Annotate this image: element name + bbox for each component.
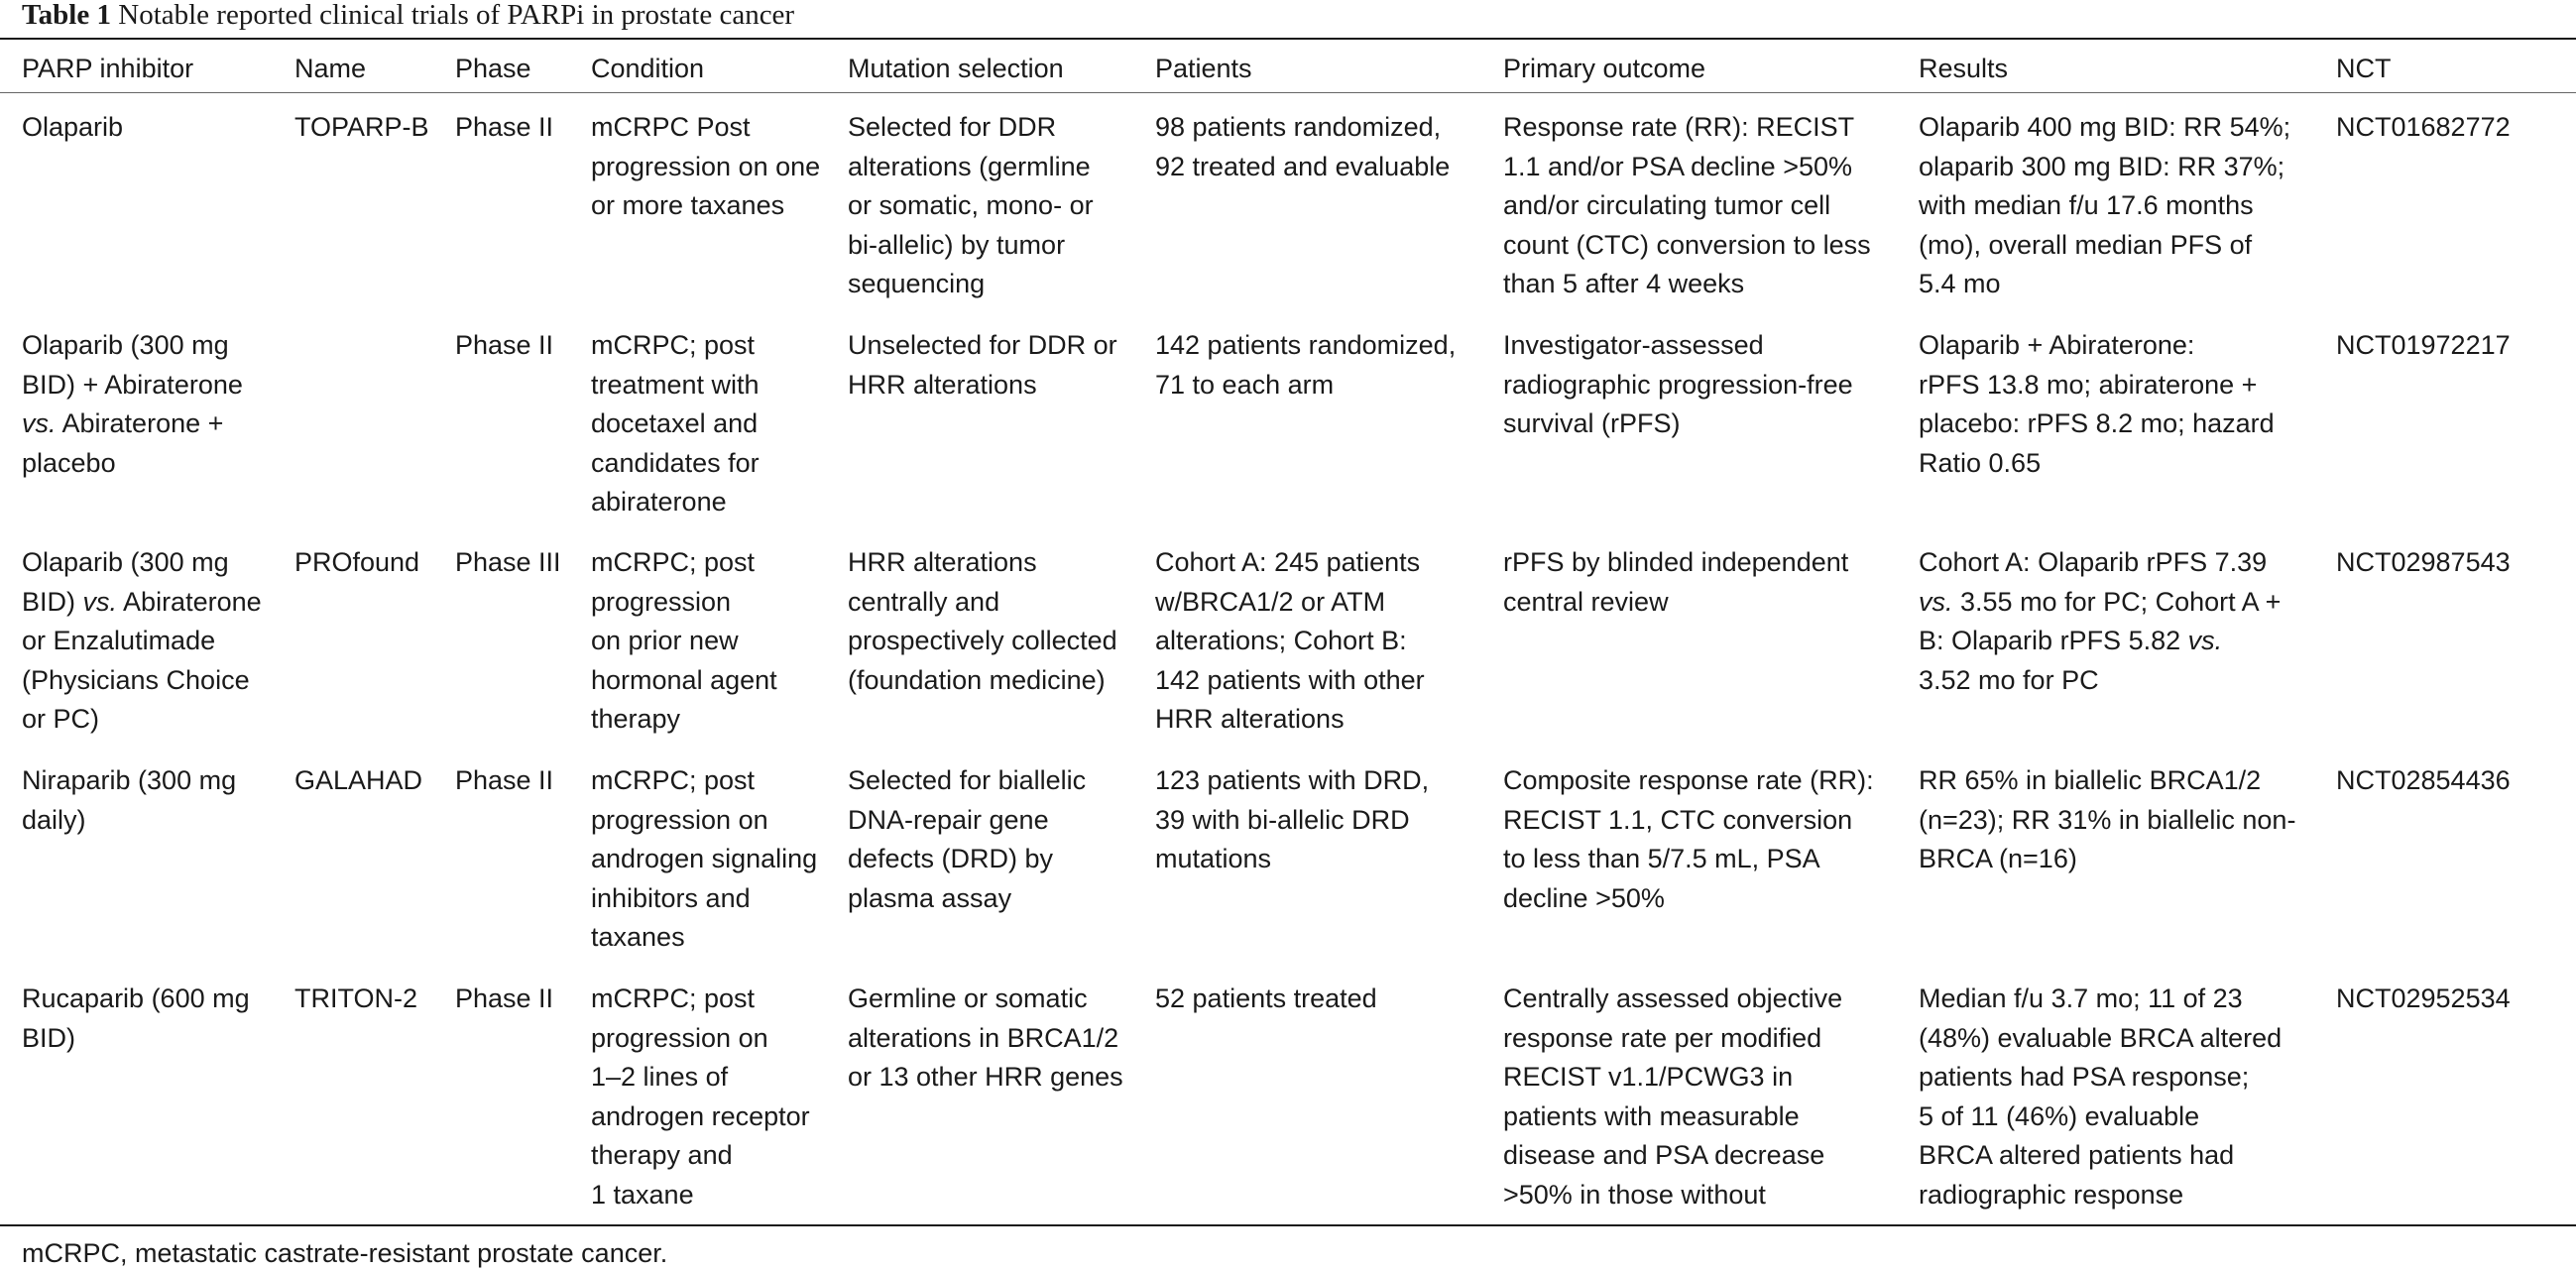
cell-results: Cohort A: Olaparib rPFS 7.39 vs. 3.55 mo for PC; Cohort A + B: Olaparib rPFS 5.82 vs. 3.52 mo for PC <box>1919 547 2282 695</box>
col-header-name: Name <box>294 54 367 83</box>
cell-inhibitor: Olaparib (300 mg BID) vs. Abiraterone or Enzalutimade (Physicians Choice or PC) <box>22 547 262 734</box>
caption-label: Table 1 <box>22 0 111 31</box>
cell-outcome: Response rate (RR): RECIST 1.1 and/or PSA decline >50% and/or circulating tumor cell count (CTC) conversion to less than 5 after 4 weeks <box>1503 112 1871 298</box>
cell-nct: NCT02987543 <box>2336 547 2511 577</box>
cell-phase: Phase II <box>455 765 554 795</box>
col-header-outcome: Primary outcome <box>1503 54 1706 83</box>
col-header-mutation: Mutation selection <box>848 54 1064 83</box>
table-caption <box>22 0 794 38</box>
cell-nct: NCT01972217 <box>2336 330 2511 360</box>
col-header-patients: Patients <box>1155 54 1252 83</box>
cell-phase: Phase III <box>455 547 561 577</box>
cell-results: Olaparib + Abiraterone: rPFS 13.8 mo; abiraterone + placebo: rPFS 8.2 mo; hazard Ratio 0.65 <box>1919 330 2275 478</box>
cell-outcome: Composite response rate (RR): RECIST 1.1, CTC conversion to less than 5/7.5 mL, PSA decline >50% <box>1503 765 1874 913</box>
cell-patients: 52 patients treated <box>1155 983 1377 1013</box>
cell-nct: NCT01682772 <box>2336 112 2511 142</box>
cell-results: Olaparib 400 mg BID: RR 54%; olaparib 300 mg BID: RR 37%; with median f/u 17.6 months (mo), overall median PFS of 5.4 mo <box>1919 112 2291 298</box>
cell-mutation: Unselected for DDR or HRR alterations <box>848 330 1117 400</box>
cell-condition: mCRPC; post treatment with docetaxel and candidates for abiraterone <box>591 330 760 517</box>
cell-results: Median f/u 3.7 mo; 11 of 23 (48%) evaluable BRCA altered patients had PSA response; 5 of 11 (46%) evaluable BRCA altered patients had radiographic response <box>1919 983 2283 1210</box>
cell-mutation: Selected for DDR alterations (germline or somatic, mono- or bi-allelic) by tumor sequencing <box>848 112 1094 298</box>
cell-nct: NCT02854436 <box>2336 765 2511 795</box>
cell-inhibitor: Niraparib (300 mg daily) <box>22 765 237 835</box>
top-rule <box>0 38 2576 40</box>
cell-phase: Phase II <box>455 330 554 360</box>
col-header-condition: Condition <box>591 54 705 83</box>
cell-name: GALAHAD <box>294 765 423 795</box>
cell-phase: Phase II <box>455 983 554 1013</box>
cell-mutation: Selected for biallelic DNA-repair gene defects (DRD) by plasma assay <box>848 765 1087 913</box>
cell-outcome: rPFS by blinded independent central review <box>1503 547 1849 617</box>
cell-patients: 142 patients randomized, 71 to each arm <box>1155 330 1457 400</box>
cell-condition: mCRPC; post progression on prior new hormonal agent therapy <box>591 547 777 734</box>
col-header-results: Results <box>1919 54 2009 83</box>
cell-nct: NCT02952534 <box>2336 983 2511 1013</box>
cell-results: RR 65% in biallelic BRCA1/2 (n=23); RR 31% in biallelic non- BRCA (n=16) <box>1919 765 2296 873</box>
cell-condition: mCRPC; post progression on 1–2 lines of androgen receptor therapy and 1 taxane <box>591 983 810 1210</box>
bottom-rule <box>0 1224 2576 1226</box>
cell-condition: mCRPC; post progression on androgen signaling inhibitors and taxanes <box>591 765 818 952</box>
cell-inhibitor: Olaparib <box>22 112 124 142</box>
cell-outcome: Investigator-assessed radiographic progression-free survival (rPFS) <box>1503 330 1853 438</box>
col-header-inhibitor: PARP inhibitor <box>22 54 194 83</box>
cell-name: TOPARP-B <box>294 112 429 142</box>
cell-name: TRITON-2 <box>294 983 418 1013</box>
header-rule <box>0 92 2576 93</box>
cell-name: PROfound <box>294 547 420 577</box>
cell-patients: 98 patients randomized, 92 treated and evaluable <box>1155 112 1451 181</box>
col-header-phase: Phase <box>455 54 531 83</box>
cell-mutation: HRR alterations centrally and prospectively collected (foundation medicine) <box>848 547 1117 695</box>
cell-mutation: Germline or somatic alterations in BRCA1/2 or 13 other HRR genes <box>848 983 1123 1092</box>
cell-inhibitor: Rucaparib (600 mg BID) <box>22 983 250 1053</box>
cell-condition: mCRPC Post progression on one or more taxanes <box>591 112 821 220</box>
cell-phase: Phase II <box>455 112 554 142</box>
cell-outcome: Centrally assessed objective response rate per modified RECIST v1.1/PCWG3 in patients with measurable disease and PSA decrease >50% in those without <box>1503 983 1843 1210</box>
caption-title: Notable reported clinical trials of PARPi in prostate cancer <box>118 0 795 31</box>
cell-inhibitor: Olaparib (300 mg BID) + Abiraterone vs. Abiraterone + placebo <box>22 330 243 478</box>
cell-patients: Cohort A: 245 patients w/BRCA1/2 or ATM alterations; Cohort B: 142 patients with other HRR alterations <box>1155 547 1425 734</box>
table-footnote: mCRPC, metastatic castrate-resistant prostate cancer. <box>22 1238 668 1268</box>
col-header-nct: NCT <box>2336 54 2392 83</box>
cell-patients: 123 patients with DRD, 39 with bi-allelic DRD mutations <box>1155 765 1430 873</box>
